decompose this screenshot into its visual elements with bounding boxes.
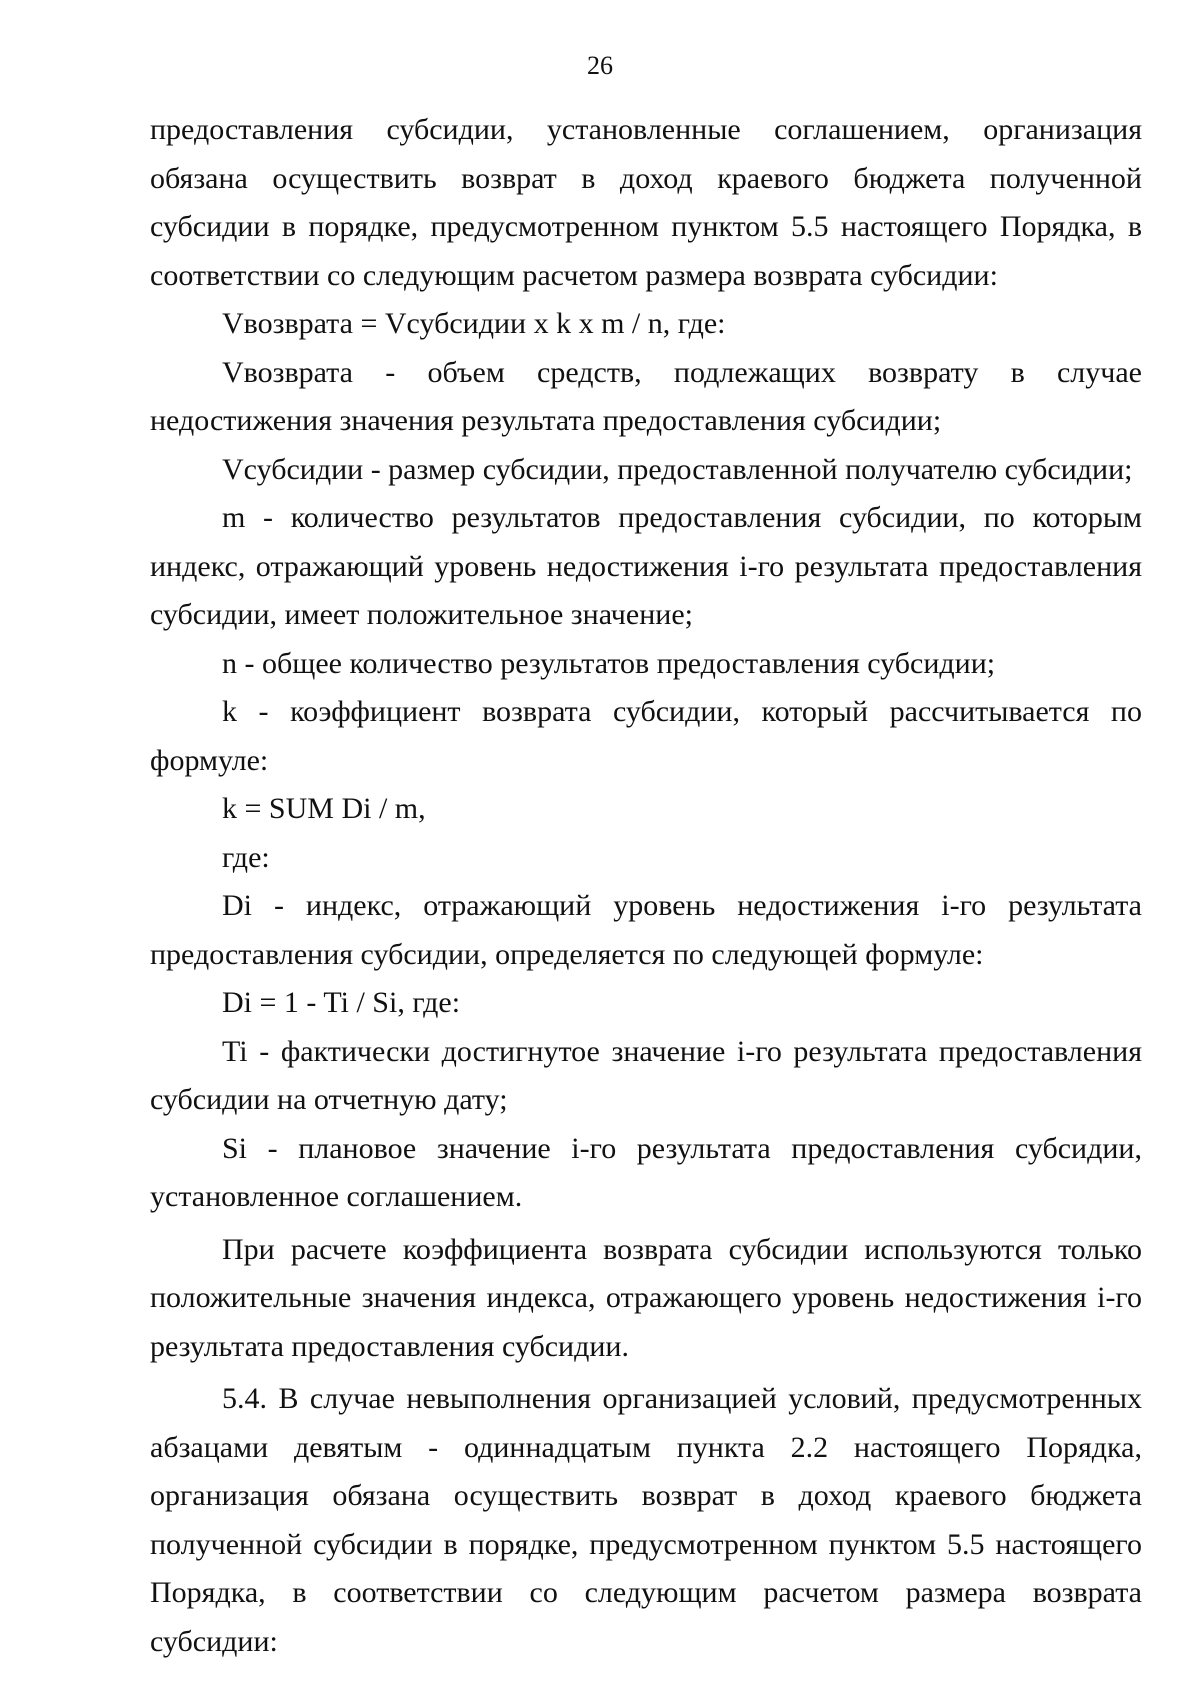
formula-return-volume: Vвозврата = Vсубсидии x k x m / n, где: [222,307,726,340]
document-body [150,106,1142,1666]
definition-k: k - коэффициент возврата субсидии, который рассчитывается по формуле: [150,695,1142,777]
definition-n: n - общее количество результатов предоставления субсидии; [222,646,996,680]
paragraph-5-4: 5.4. В случае невыполнения организацией условий, предусмотренных абзацами девятым - одиннадцатым пункта 2.2 настоящего Порядка, организация обязана осуществить возврат в доход краевого бюджета полученной субсидии в порядке, предусмотренном пунктом 5.5 настоящего Порядка, в соответствии со следующим расчетом размера возврата субсидии: [150,1382,1142,1658]
formula-di: Di = 1 - Ti / Si, где: [222,986,461,1019]
definition-ti: Ti - фактически достигнутое значение i-го результата предоставления субсидии на отчетную дату; [150,1034,1142,1116]
definition-di: Di - индекс, отражающий уровень недостижения i-го результата предоставления субсидии, определяется по следующей формуле: [150,889,1142,971]
definition-v-subsidy: Vсубсидии - размер субсидии, предоставленной получателю субсидии; [222,452,1133,486]
formula-where: где: [222,840,270,874]
page-number: 26 [587,51,613,80]
formula-k: k = SUM Di / m, [222,792,426,825]
definition-si: Si - плановое значение i-го результата предоставления субсидии, установленное соглашением. [150,1131,1142,1213]
definition-m: m - количество результатов предоставления субсидии, по которым индекс, отражающий уровень недостижения i-го результата предоставления субсидии, имеет положительное значение; [150,501,1142,631]
definition-v-return: Vвозврата - объем средств, подлежащих возврату в случае недостижения значения результата предоставления субсидии; [150,355,1142,437]
paragraph-positive-values: При расчете коэффициента возврата субсидии используются только положительные значения индекса, отражающего уровень недостижения i-го результата предоставления субсидии. [150,1232,1142,1363]
paragraph-continuation: предоставления субсидии, установленные соглашением, организация обязана осуществить возврат в доход краевого бюджета полученной субсидии в порядке, предусмотренном пунктом 5.5 настоящего Порядка, в соответствии со следующим расчетом размера возврата субсидии: [150,113,1142,292]
